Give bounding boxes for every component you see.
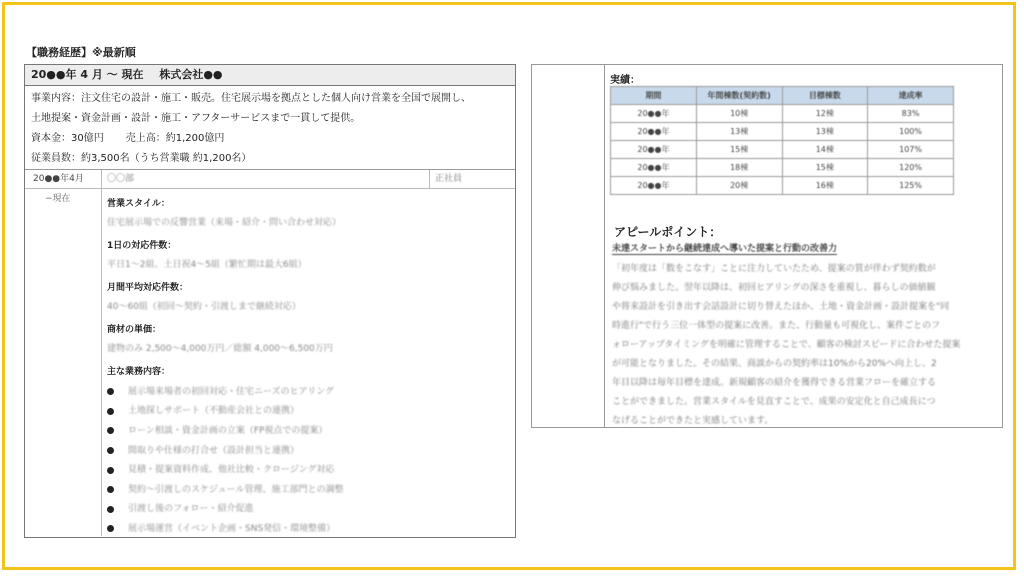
table-cell: 20●●年 xyxy=(611,159,697,177)
table-cell: 14棟 xyxy=(782,141,868,159)
career-period-start: 20●●年4月 xyxy=(33,174,84,184)
career-department: 〇〇部 xyxy=(107,174,135,184)
header-annual-count: 年間棟数(契約数) xyxy=(696,87,782,105)
date-column xyxy=(25,170,102,536)
sales-style-label: 営業スタイル： xyxy=(107,199,170,209)
table-row xyxy=(611,141,954,159)
table-cell: 13棟 xyxy=(696,123,782,141)
company-header xyxy=(25,65,515,86)
company-finance xyxy=(31,129,509,149)
company-employees: 従業員数：約3,500名（うち営業職 約1,200名） xyxy=(31,153,252,164)
bullet-icon xyxy=(107,525,114,532)
appeal-line: が可能となりました。その結果、商談からの契約率は10%から20%へ向上し、2 xyxy=(612,359,937,369)
company-name: 株式会社●● xyxy=(159,68,223,81)
table-cell: 12棟 xyxy=(782,105,868,123)
bullet-icon xyxy=(107,506,114,513)
table-cell: 16棟 xyxy=(782,177,868,195)
section-title: 【職務経歴】※最新順 xyxy=(26,46,136,59)
results-title: 実績： xyxy=(610,75,640,86)
table-cell: 20●●年 xyxy=(611,141,697,159)
table-cell: 20●●年 xyxy=(611,105,697,123)
table-cell: 83% xyxy=(868,105,954,123)
table-row xyxy=(611,123,954,141)
company-sales: 売上高：約1,200億円 xyxy=(125,133,225,144)
list-item: 間取りや仕様の打合せ（設計担当と連携） xyxy=(107,441,507,461)
table-cell: 120% xyxy=(868,159,954,177)
table-row xyxy=(611,177,954,195)
appeal-subtitle: 未達スタートから継続達成へ導いた提案と行動の改善力 xyxy=(612,241,837,255)
table-cell: 18棟 xyxy=(696,159,782,177)
duties-list xyxy=(107,382,507,539)
appeal-line: 時進行"で行う三位一体型の提案に改善。また、行動量も可視化し、案件ごとのフ xyxy=(612,321,941,331)
career-content xyxy=(107,192,507,539)
career-period-end: −現在 xyxy=(45,194,71,204)
bullet-icon xyxy=(107,408,114,415)
bullet-icon xyxy=(107,427,114,434)
bullet-icon xyxy=(107,447,114,454)
table-row xyxy=(611,159,954,177)
table-row xyxy=(611,105,954,123)
table-header-row xyxy=(611,87,954,105)
company-details xyxy=(25,86,515,169)
unit-price-value: 建物のみ 2,500〜4,000万円／総額 4,000〜6,500万円 xyxy=(107,344,333,354)
table-cell: 20●●年 xyxy=(611,123,697,141)
results-table xyxy=(610,86,954,195)
career-table xyxy=(25,169,515,538)
header-target-count: 目標棟数 xyxy=(782,87,868,105)
list-item: 契約〜引渡しのスケジュール管理、施工部門との調整 xyxy=(107,480,507,500)
table-cell: 100% xyxy=(868,123,954,141)
header-period: 期間 xyxy=(611,87,697,105)
bullet-icon xyxy=(107,486,114,493)
daily-count-label: 1日の対応件数： xyxy=(107,241,177,251)
appeal-title: アピールポイント： xyxy=(614,225,722,239)
monthly-count-value: 40〜60組（初回〜契約・引渡しまで継続対応） xyxy=(107,302,301,312)
appeal-line: 年目以降は毎年目標を達成。新規顧客の紹介を獲得できる営業フローを確立する xyxy=(612,378,937,388)
list-item: 展示場運営（イベント企画・SNS発信・環境整備） xyxy=(107,519,507,539)
company-period: 20●●年 4 月 〜 現在 xyxy=(31,68,144,81)
header-achievement-rate: 達成率 xyxy=(868,87,954,105)
career-employment-type: 正社員 xyxy=(435,174,463,184)
column-divider xyxy=(604,65,605,427)
company-business-cont: 土地提案・資金計画・設計・施工・アフターサービスまで一貫して提供。 xyxy=(31,113,361,124)
monthly-count-label: 月間平均対応件数： xyxy=(107,283,189,293)
career-history-document xyxy=(24,64,516,538)
list-item: 見積・提案資料作成、他社比較・クロージング対応 xyxy=(107,460,507,480)
appeal-body xyxy=(612,260,994,431)
table-cell: 13棟 xyxy=(782,123,868,141)
bullet-icon xyxy=(107,388,114,395)
unit-price-label: 商材の単価： xyxy=(107,325,162,335)
list-item: 引渡し後のフォロー・紹介促進 xyxy=(107,500,507,520)
table-cell: 15棟 xyxy=(782,159,868,177)
duties-label: 主な業務内容： xyxy=(107,367,171,377)
appeal-line: ォローアップタイミングを明確に管理することで、顧客の検討スピードに合わせた提案 xyxy=(612,340,961,350)
sales-style-value: 住宅展示場での反響営業（来場・紹介・問い合わせ対応） xyxy=(107,218,342,228)
table-cell: 10棟 xyxy=(696,105,782,123)
list-item: 展示場来場者の初回対応・住宅ニーズのヒアリング xyxy=(107,382,507,402)
appeal-line: 「初年度は「数をこなす」ことに注力していたため、提案の質が伴わず契約数が xyxy=(612,264,936,274)
company-capital: 資本金：30億円 xyxy=(31,133,104,144)
appeal-line: や将来設計を引き出す会話設計に切り替えたほか、土地・資金計画・設計提案を"同 xyxy=(612,302,950,312)
company-business: 事業内容：注文住宅の設計・施工・販売。住宅展示場を拠点とした個人向け営業を全国で展開し、 xyxy=(31,93,471,104)
table-cell: 20棟 xyxy=(696,177,782,195)
table-cell: 15棟 xyxy=(696,141,782,159)
table-cell: 107% xyxy=(868,141,954,159)
appeal-line: ことができました。営業スタイルを見直すことで、成果の安定化と自己成長につ xyxy=(612,397,936,407)
list-item: ローン相談・資金計画の立案（FP視点での提案） xyxy=(107,421,507,441)
bullet-icon xyxy=(107,467,114,474)
table-cell: 20●●年 xyxy=(611,177,697,195)
column-divider xyxy=(429,170,430,188)
daily-count-value: 平日1〜2組、土日祝4〜5組（繁忙期は最大6組） xyxy=(107,260,307,270)
list-item: 土地探しサポート（不動産会社との連携） xyxy=(107,402,507,422)
appeal-line: なげることができたと実感しています。 xyxy=(612,416,774,426)
appeal-line: 伸び悩みました。翌年以降は、初回ヒアリングの深さを重視し、暮らしの価値観 xyxy=(612,283,936,293)
results-document xyxy=(531,64,1003,428)
table-cell: 125% xyxy=(868,177,954,195)
